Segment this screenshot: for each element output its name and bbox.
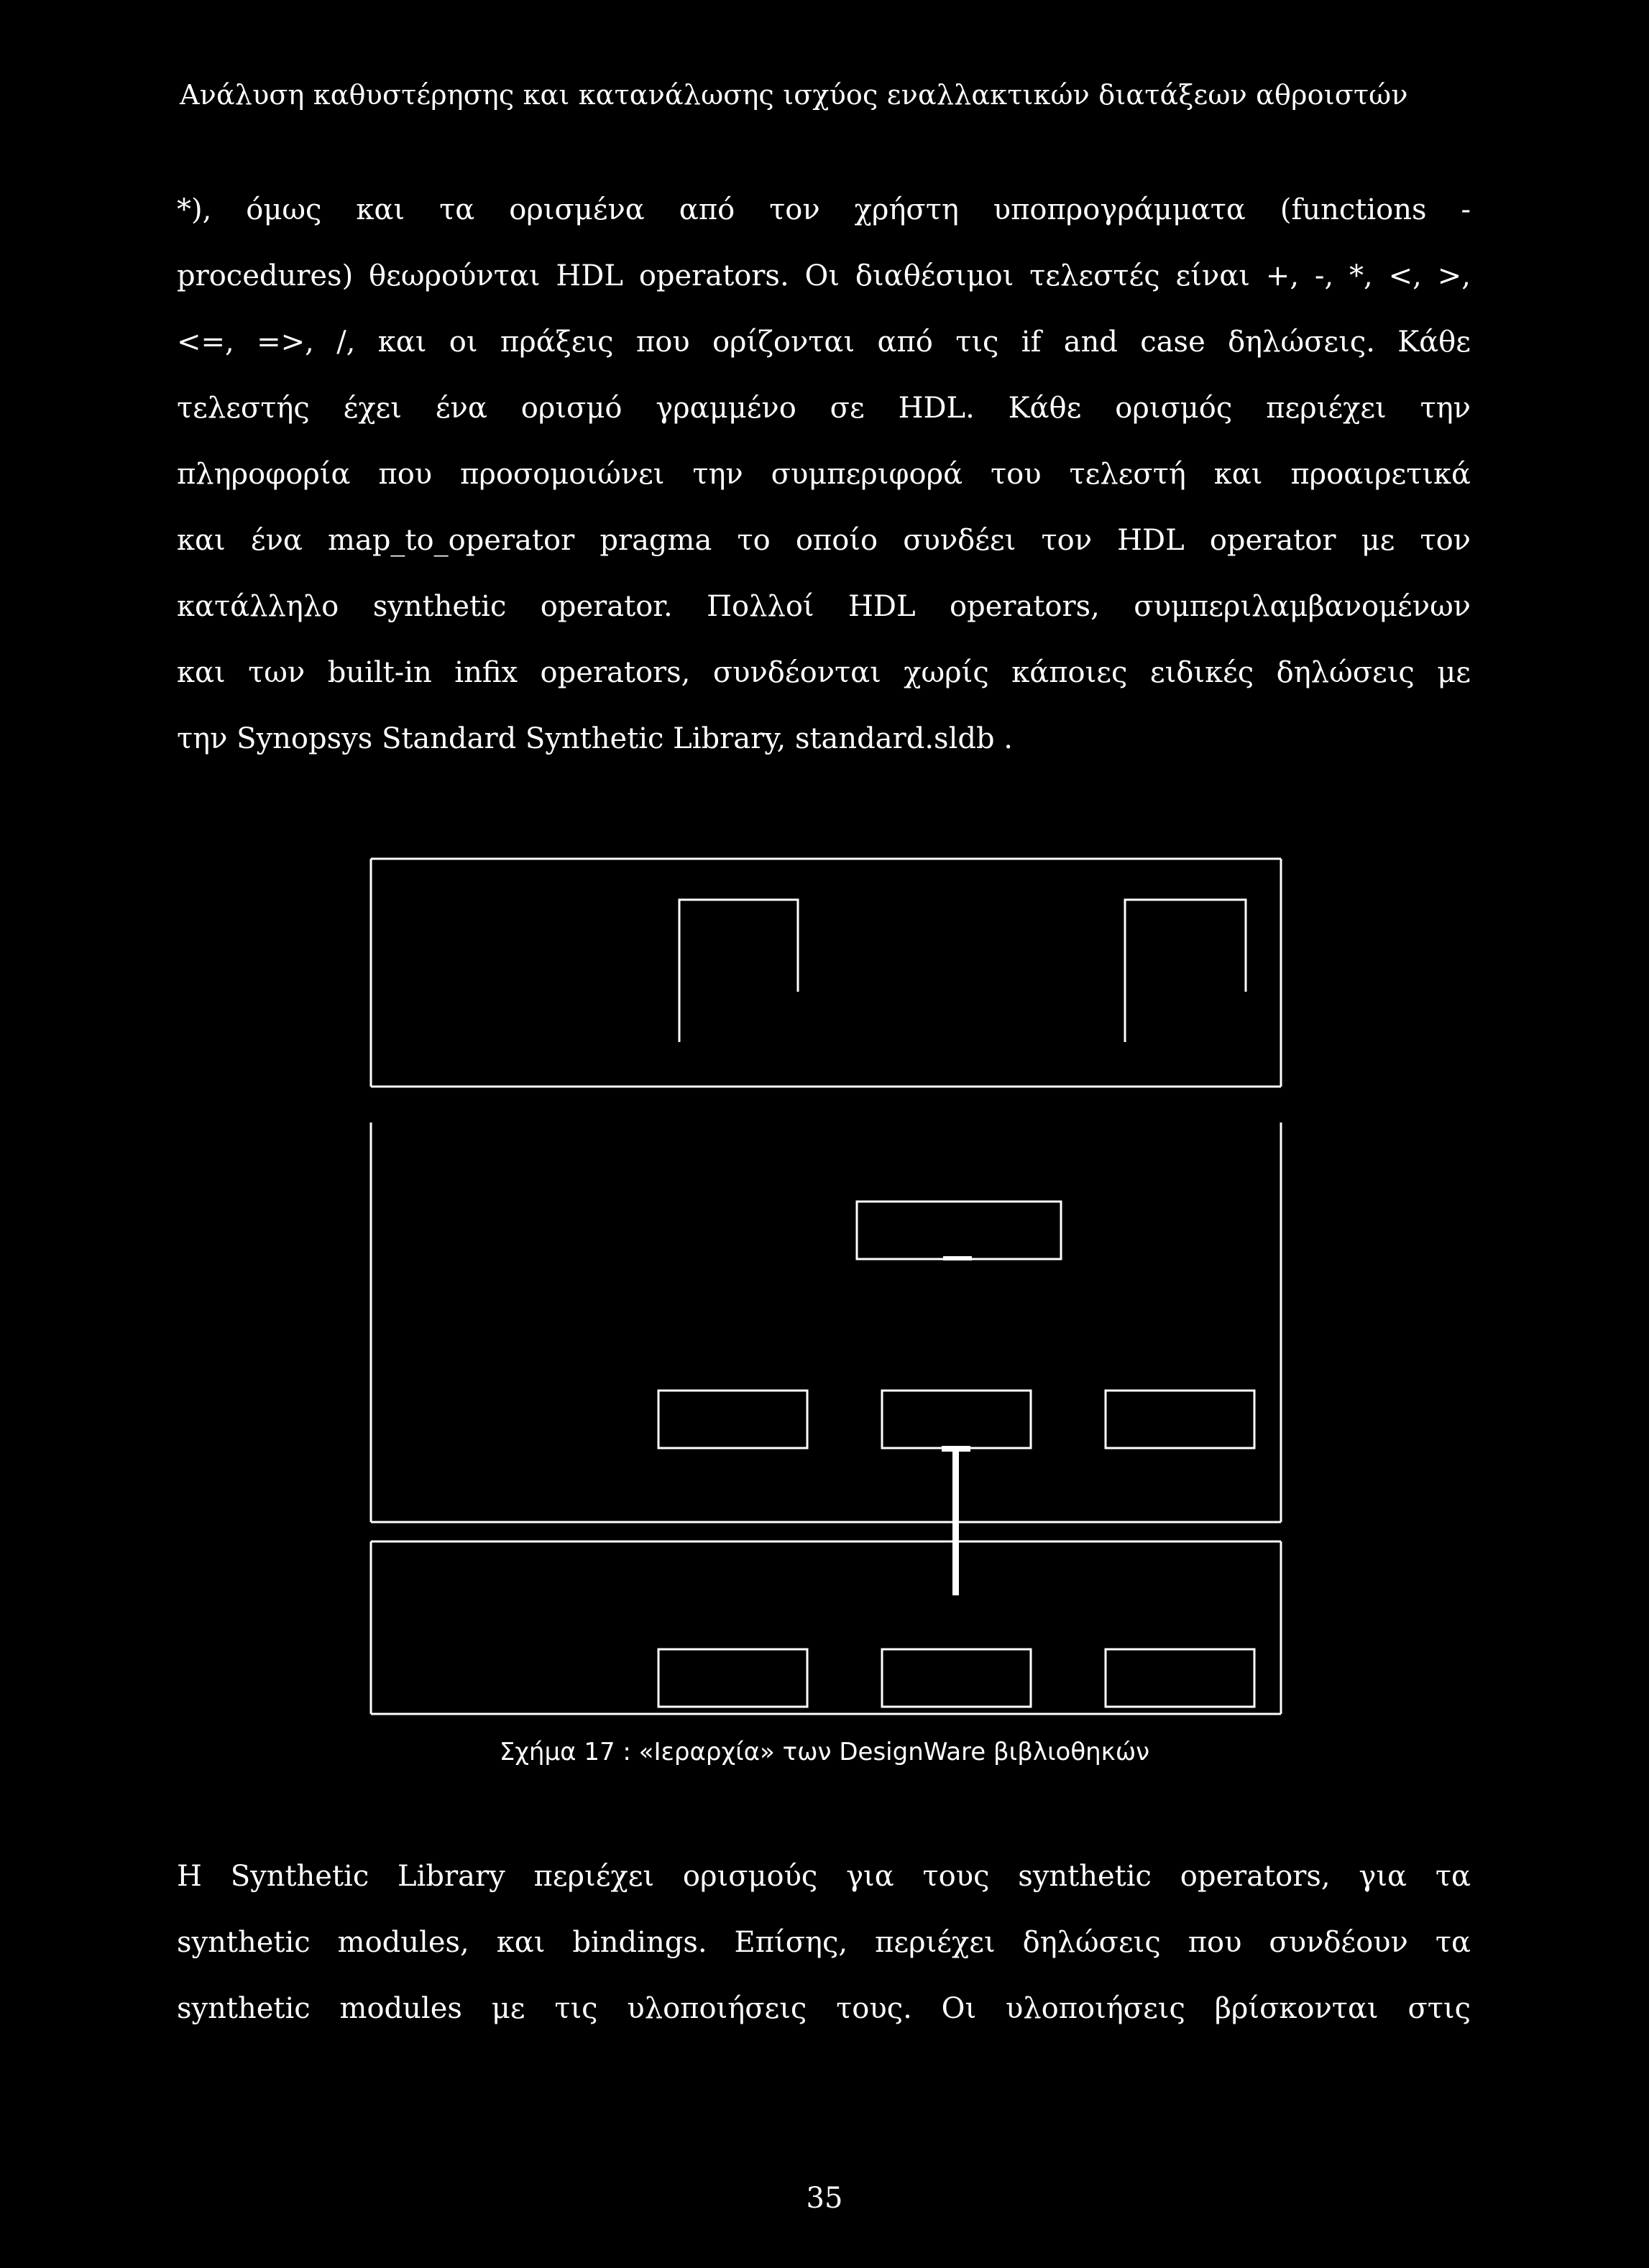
paragraph-bottom — [177, 1843, 1471, 2042]
text-line: και ένα map_to_operator pragma το οποίο συνδέει τον HDL operator με τον — [177, 524, 1471, 557]
figure-caption: Σχήμα 17 : «Ιεραρχία» των DesignWare βιβλιοθηκών — [499, 1738, 1150, 1766]
open-box-right — [1125, 900, 1246, 1042]
box-middle-right — [1106, 1391, 1254, 1448]
text-line: πληροφορία που προσομοιώνει την συμπεριφορά του τελεστή και προαιρετικά — [177, 458, 1471, 491]
text-line: τελεστής έχει ένα ορισμό γραμμένο σε HDL. Κάθε ορισμός περιέχει την — [177, 392, 1471, 425]
box-middle-center — [882, 1391, 1031, 1448]
text-line: και των built-in infix operators, συνδέονται χωρίς κάποιες ειδικές δηλώσεις με — [177, 656, 1471, 689]
text-line: *), όμως και τα ορισμένα από τον χρήστη υποπρογράμματα (functions - — [177, 193, 1471, 226]
text-line: κατάλληλο synthetic operator. Πολλοί HDL operators, συμπεριλαμβανομένων — [177, 590, 1471, 623]
page-number: 35 — [806, 2182, 843, 2215]
text-line: synthetic modules με τις υλοποιήσεις τους. Οι υλοποιήσεις βρίσκονται στις — [177, 1992, 1471, 2025]
panel-middle — [371, 1123, 1281, 1522]
text-line: την Synopsys Standard Synthetic Library, standard.sldb . — [177, 722, 1014, 755]
text-line: procedures) θεωρούνται HDL operators. Οι διαθέσιμοι τελεστές είναι +, -, *, <, >, — [177, 259, 1471, 292]
text-line: synthetic modules, και bindings. Επίσης, περιέχει δηλώσεις που συνδέουν τα — [177, 1926, 1471, 1959]
box-middle-top — [857, 1202, 1061, 1259]
text-line: Η Synthetic Library περιέχει ορισμούς για τους synthetic operators, για τα — [177, 1860, 1471, 1893]
box-bottom-left — [658, 1649, 807, 1707]
box-bottom-right — [1106, 1649, 1254, 1707]
running-header: Ανάλυση καθυστέρησης και κατανάλωσης ισχύος εναλλακτικών διατάξεων αθροιστών — [180, 79, 1408, 111]
panel-top — [371, 859, 1281, 1087]
connector-line — [942, 1256, 972, 1595]
open-box-left — [679, 900, 798, 1042]
box-bottom-center — [882, 1649, 1031, 1707]
box-middle-left — [658, 1391, 807, 1448]
text-line: <=, =>, /, και οι πράξεις που ορίζονται από τις if and case δηλώσεις. Κάθε — [177, 326, 1471, 359]
panel-bottom — [371, 1541, 1281, 1714]
